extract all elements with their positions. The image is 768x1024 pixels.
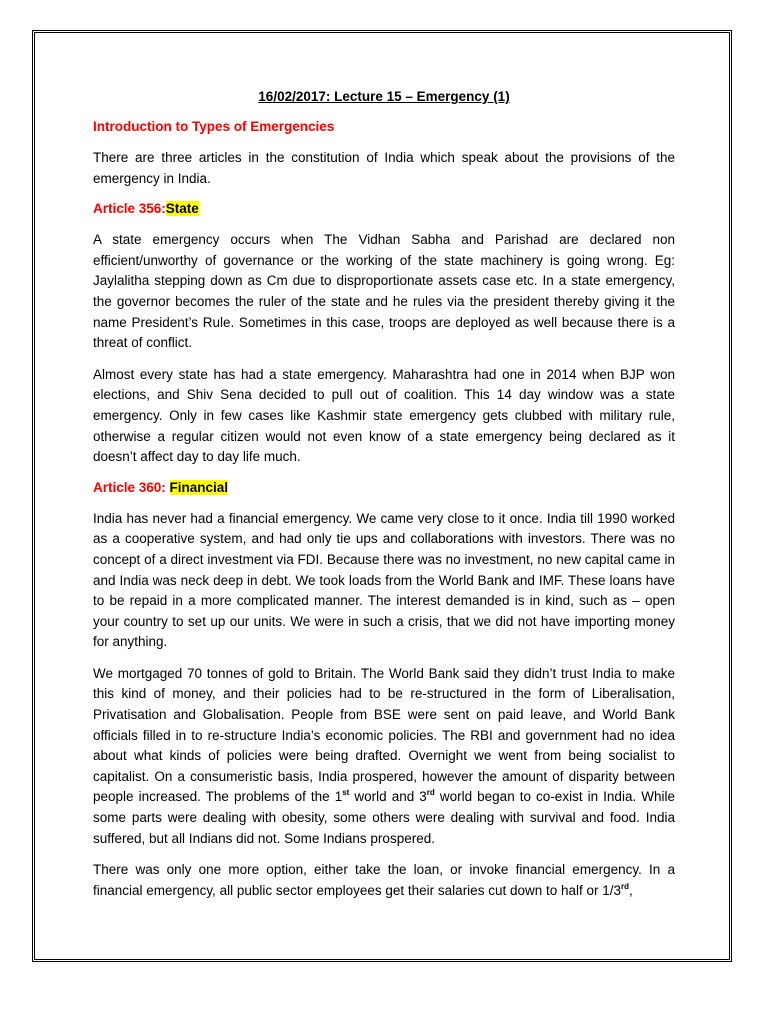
article-356-highlight: State bbox=[165, 201, 199, 217]
paragraph-text: We mortgaged 70 tonnes of gold to Britain. The World Bank said they didn’t trust India to make this kind of money, and their policies had to be re-structured in the form of Liberalisation, Privatisation and Globalisation. People from BSE were sent on paid leave, and World Bank officials filled in to re-structure India’s economic policies. The RBI and government had no idea about what kinds of policies were being drafted. Overnight we went from being socialist to capitalist. On a consumeristic basis, India prospered, however the amount of disparity between people increased. The problems of the 1 bbox=[93, 665, 675, 805]
article-360-heading bbox=[93, 479, 675, 497]
article-356-heading bbox=[93, 200, 675, 218]
article-360-label: Article 360: bbox=[93, 479, 170, 495]
intro-heading: Introduction to Types of Emergencies bbox=[93, 119, 335, 134]
superscript: st bbox=[342, 788, 350, 798]
intro-paragraph: There are three articles in the constitution of India which speak about the provisions of the emergency in India. bbox=[93, 150, 675, 186]
article-356-label: Article 356: bbox=[93, 201, 166, 217]
article-360-paragraph-3 bbox=[93, 860, 675, 901]
article-356-paragraph-1: A state emergency occurs when The Vidhan Sabha and Parishad are declared non efficient/unworthy of governance or the working of the state machinery is going wrong. Eg: Jaylalitha stepping down as Cm due to disproportionate assets case etc. In a state emergency, the governor becomes the ruler of the state and he rules via the president thereby giving it the name President’s Rule. Sometimes in this case, troops are deployed as well because there is a threat of conflict. bbox=[93, 232, 675, 351]
article-360-paragraph-2 bbox=[93, 664, 675, 849]
article-356-paragraph-2: Almost every state has had a state emergency. Maharashtra had one in 2014 when BJP won elections, and Shiv Sena decided to pull out of coalition. This 14 day window was a state emergency. Only in few cases like Kashmir state emergency gets clubbed with military rule, otherwise a regular citizen would not even know of a state emergency being declared as it doesn’t affect day to day life much. bbox=[93, 366, 675, 465]
paragraph-text: world began to co-exist in India. While some parts were dealing with obesity, some others were dealing with survival and food. India suffered, but all Indians did not. Some Indians prospered. bbox=[93, 789, 676, 846]
superscript: rd bbox=[426, 788, 435, 798]
superscript: rd bbox=[621, 881, 630, 891]
page-title: 16/02/2017: Lecture 15 – Emergency (1) bbox=[258, 89, 510, 104]
paragraph-text: There was only one more option, either take the loan, or invoke financial emergency. In a financial emergency, all public sector employees get their salaries cut down to half or 1/3 bbox=[93, 862, 675, 898]
paragraph-text: , bbox=[629, 882, 633, 898]
document-body bbox=[93, 88, 675, 912]
article-360-paragraph-1: India has never had a financial emergency. We came very close to it once. India till 1990 worked as a cooperative system, and had only tie ups and collaborations with investors. There was no concept of a direct investment via FDI. Because there was no investment, no new capital came in and India was neck deep in debt. We took loads from the World Bank and IMF. These loans have to be repaid in a more complicated manner. The interest demanded is in kind, such as – open your country to set up our units. We were in such a crisis, that we did not have importing money for anything. bbox=[93, 510, 675, 650]
paragraph-text: world and 3 bbox=[349, 789, 427, 805]
article-360-highlight: Financial bbox=[169, 479, 229, 495]
